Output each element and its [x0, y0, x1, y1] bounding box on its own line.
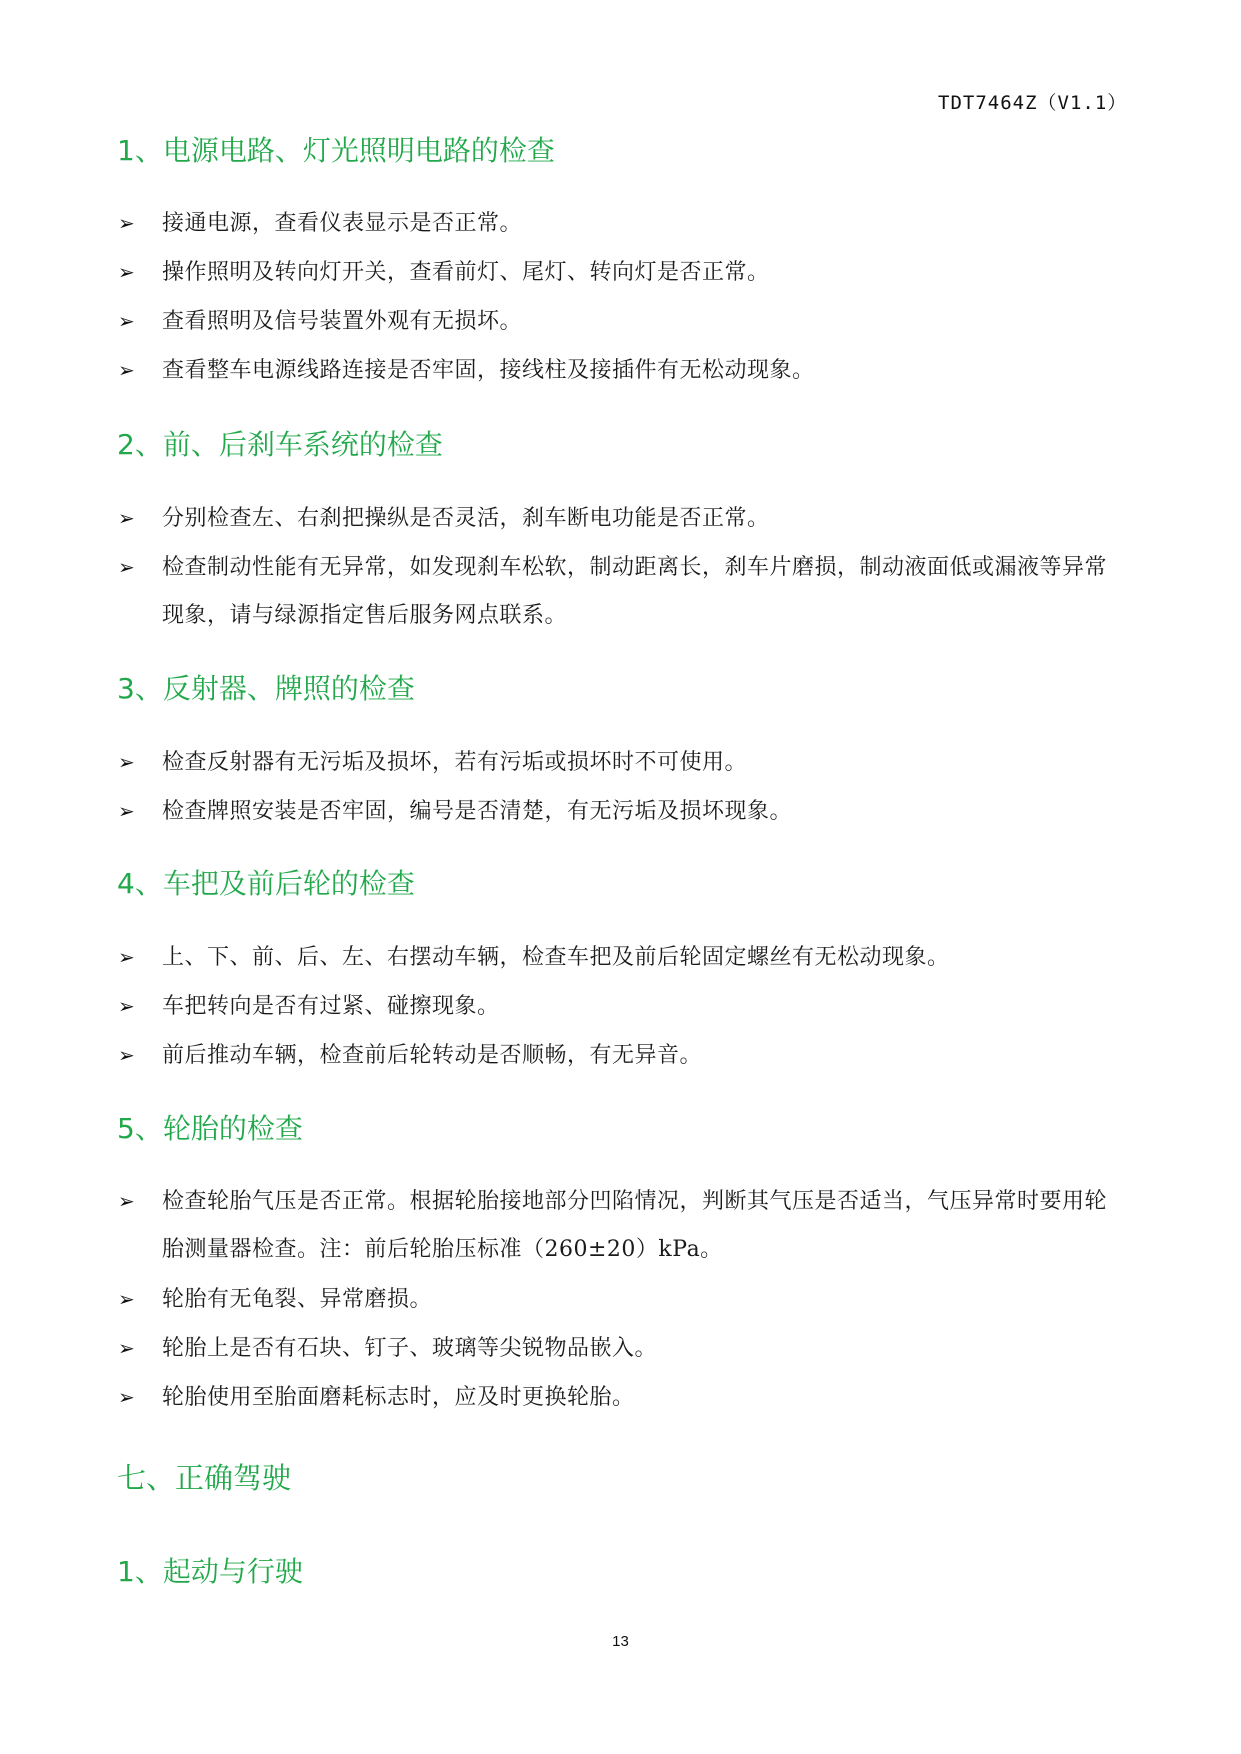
section-1-heading: 1、电源电路、灯光照明电路的检查 — [117, 134, 555, 167]
arrow-bullet-icon: ➢ — [118, 1189, 135, 1213]
arrow-bullet-icon: ➢ — [118, 994, 135, 1018]
arrow-bullet-icon: ➢ — [118, 1385, 135, 1409]
list-item-text: 检查制动性能有无异常，如发现刹车松软，制动距离长，刹车片磨损，制动液面低或漏液等异常现象，请与绿源指定售后服务网点联系。 — [162, 555, 1108, 628]
section-3-heading: 3、反射器、牌照的检查 — [117, 672, 415, 705]
list-item-text: 检查牌照安装是否牢固，编号是否清楚，有无污垢及损坏现象。 — [162, 799, 793, 824]
list-item-text: 分别检查左、右刹把操纵是否灵活，刹车断电功能是否正常。 — [162, 506, 770, 531]
list-item-text: 轮胎上是否有石块、钉子、玻璃等尖锐物品嵌入。 — [162, 1336, 658, 1361]
arrow-bullet-icon: ➢ — [118, 309, 135, 333]
list-item-text: 接通电源，查看仪表显示是否正常。 — [162, 211, 523, 236]
list-item-text: 前后推动车辆，检查前后轮转动是否顺畅，有无异音。 — [162, 1043, 703, 1068]
section-4-heading: 4、车把及前后轮的检查 — [117, 867, 415, 900]
list-item-text: 轮胎使用至胎面磨耗标志时，应及时更换轮胎。 — [162, 1385, 635, 1410]
list-item-text: 检查反射器有无污垢及损坏，若有污垢或损坏时不可使用。 — [162, 750, 748, 775]
list-item-text: 检查轮胎气压是否正常。根据轮胎接地部分凹陷情况，判断其气压是否适当，气压异常时要用轮胎测量器检查。注：前后轮胎压标准（260±20）kPa。 — [162, 1189, 1108, 1262]
section-5-heading: 5、轮胎的检查 — [117, 1112, 303, 1145]
arrow-bullet-icon: ➢ — [118, 799, 135, 823]
list-item-text: 查看照明及信号装置外观有无损坏。 — [162, 309, 523, 334]
arrow-bullet-icon: ➢ — [118, 1336, 135, 1360]
list-item-text: 上、下、前、后、左、右摆动车辆，检查车把及前后轮固定螺丝有无松动现象。 — [162, 945, 950, 970]
arrow-bullet-icon: ➢ — [118, 211, 135, 235]
arrow-bullet-icon: ➢ — [118, 506, 135, 530]
arrow-bullet-icon: ➢ — [118, 1287, 135, 1311]
arrow-bullet-icon: ➢ — [118, 555, 135, 579]
chapter-heading: 七、正确驾驶 — [117, 1461, 292, 1495]
document-code: TDT7464Z（V1.1） — [938, 92, 1128, 114]
subsection-heading: 1、起动与行驶 — [117, 1555, 303, 1588]
page-number: 13 — [612, 1633, 629, 1650]
arrow-bullet-icon: ➢ — [118, 1043, 135, 1067]
list-item-text: 车把转向是否有过紧、碰擦现象。 — [162, 994, 500, 1019]
arrow-bullet-icon: ➢ — [118, 750, 135, 774]
list-item-text: 轮胎有无龟裂、异常磨损。 — [162, 1287, 433, 1312]
list-item-text: 操作照明及转向灯开关，查看前灯、尾灯、转向灯是否正常。 — [162, 260, 770, 285]
arrow-bullet-icon: ➢ — [118, 260, 135, 284]
section-2-heading: 2、前、后刹车系统的检查 — [117, 428, 443, 461]
arrow-bullet-icon: ➢ — [118, 945, 135, 969]
list-item-text: 查看整车电源线路连接是否牢固，接线柱及接插件有无松动现象。 — [162, 358, 815, 383]
arrow-bullet-icon: ➢ — [118, 358, 135, 382]
